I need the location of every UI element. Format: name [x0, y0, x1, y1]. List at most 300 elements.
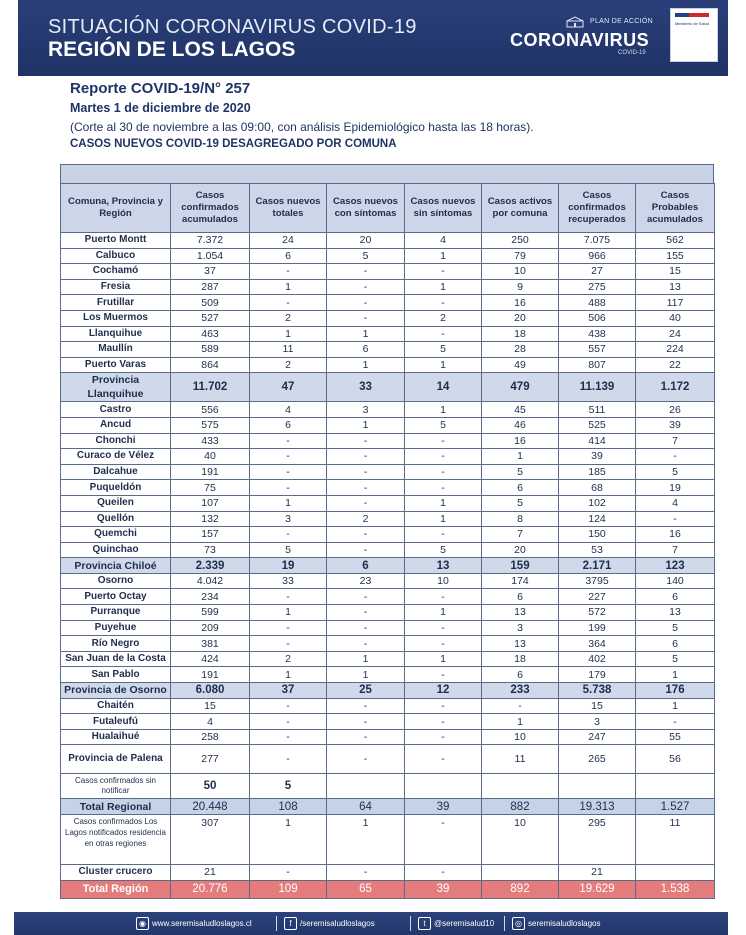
table-cell: 107: [171, 495, 250, 511]
table-row: [61, 620, 715, 636]
table-cell: [482, 774, 559, 799]
table-cell: 402: [559, 651, 636, 667]
table-row: [61, 357, 715, 373]
table-header-row: [61, 184, 715, 233]
table-cell: 157: [171, 527, 250, 543]
table-cell: 6: [636, 589, 715, 605]
table-cell: 6: [327, 342, 405, 358]
table-cell: 14: [405, 373, 482, 402]
table-cell: 124: [559, 511, 636, 527]
table-row: [61, 295, 715, 311]
table-cell: 15: [559, 698, 636, 714]
table-top-band: [60, 164, 714, 183]
column-header: Casos activos por comuna: [482, 184, 559, 233]
table-cell: -: [405, 667, 482, 683]
table-cell: 265: [559, 745, 636, 774]
table-cell: -: [636, 449, 715, 465]
flag-blue-stripe: [675, 13, 689, 17]
table-cell: 1: [636, 698, 715, 714]
table-cell: 6.080: [171, 683, 250, 699]
table-cell: 233: [482, 683, 559, 699]
table-cell: 1.054: [171, 248, 250, 264]
table-cell: -: [327, 279, 405, 295]
table-cell: 65: [327, 880, 405, 898]
table-cell: 527: [171, 310, 250, 326]
table-cell: 381: [171, 636, 250, 652]
table-cell: 1: [405, 651, 482, 667]
table-cell: 11: [482, 745, 559, 774]
table-cell: -: [250, 480, 327, 496]
row-label: Cochamó: [61, 264, 171, 280]
table-cell: 174: [482, 573, 559, 589]
table-cell: 39: [636, 417, 715, 433]
table-cell: 6: [250, 248, 327, 264]
table-cell: 47: [250, 373, 327, 402]
footer-facebook[interactable]: [284, 917, 375, 930]
table-cell: 9: [482, 279, 559, 295]
table-cell: 1: [250, 667, 327, 683]
table-cell: 13: [482, 636, 559, 652]
table-cell: 123: [636, 558, 715, 574]
prov-row: [61, 558, 715, 574]
row-label: Cluster crucero: [61, 865, 171, 881]
table-cell: 21: [171, 865, 250, 881]
table-cell: 109: [250, 880, 327, 898]
table-cell: 15: [171, 698, 250, 714]
table-cell: 5: [482, 495, 559, 511]
table-cell: 599: [171, 605, 250, 621]
table-cell: 224: [636, 342, 715, 358]
cases-table-wrapper: [60, 164, 714, 899]
table-cell: -: [636, 511, 715, 527]
row-label: Quinchao: [61, 542, 171, 558]
table-cell: 5: [405, 342, 482, 358]
table-cell: -: [327, 589, 405, 605]
table-row: [61, 542, 715, 558]
table-cell: -: [327, 480, 405, 496]
table-row: [61, 605, 715, 621]
table-cell: 10: [482, 264, 559, 280]
table-cell: 1: [405, 357, 482, 373]
table-cell: 3: [327, 402, 405, 418]
table-cell: 13: [405, 558, 482, 574]
table-cell: 79: [482, 248, 559, 264]
table-cell: 108: [250, 799, 327, 815]
table-cell: 364: [559, 636, 636, 652]
table-cell: 12: [405, 683, 482, 699]
table-row: [61, 449, 715, 465]
table-cell: 39: [405, 880, 482, 898]
table-row: [61, 527, 715, 543]
table-row: [61, 433, 715, 449]
table-cell: 275: [559, 279, 636, 295]
building-icon: [566, 16, 584, 28]
table-cell: -: [405, 326, 482, 342]
table-cell: 191: [171, 464, 250, 480]
table-cell: 40: [636, 310, 715, 326]
table-cell: 4.042: [171, 573, 250, 589]
table-cell: [327, 774, 405, 799]
table-row: [61, 511, 715, 527]
table-cell: 15: [636, 264, 715, 280]
table-cell: 966: [559, 248, 636, 264]
table-cell: 16: [636, 527, 715, 543]
table-cell: 179: [559, 667, 636, 683]
table-cell: -: [405, 636, 482, 652]
table-cell: -: [405, 815, 482, 865]
table-row: [61, 573, 715, 589]
table-cell: 589: [171, 342, 250, 358]
table-cell: 3795: [559, 573, 636, 589]
row-label: Provincia Llanquihue: [61, 373, 171, 402]
table-cell: -: [250, 264, 327, 280]
column-header: Casos confirmados acumulados: [171, 184, 250, 233]
table-cell: 2.339: [171, 558, 250, 574]
table-cell: [636, 774, 715, 799]
table-cell: 150: [559, 527, 636, 543]
row-label: Provincia de Palena: [61, 745, 171, 774]
table-cell: 1: [250, 279, 327, 295]
footer-twitter[interactable]: [418, 917, 494, 930]
table-cell: 56: [636, 745, 715, 774]
table-cell: 40: [171, 449, 250, 465]
table-cell: 562: [636, 233, 715, 249]
table-cell: 33: [327, 373, 405, 402]
footer-bar: [14, 912, 728, 935]
table-cell: 11: [250, 342, 327, 358]
table-cell: 1.172: [636, 373, 715, 402]
table-cell: 10: [405, 573, 482, 589]
table-cell: -: [250, 295, 327, 311]
footer-twitter-text: @seremisalud10: [434, 919, 495, 928]
table-cell: 7: [636, 433, 715, 449]
table-cell: 488: [559, 295, 636, 311]
column-header: Comuna, Provincia y Región: [61, 184, 171, 233]
footer-web-text: www.seremisaludloslagos.cl: [152, 919, 252, 928]
table-cell: 2: [327, 511, 405, 527]
table-cell: 4: [405, 233, 482, 249]
table-cell: 2: [250, 651, 327, 667]
table-cell: 53: [559, 542, 636, 558]
table-cell: 258: [171, 729, 250, 745]
table-cell: -: [250, 449, 327, 465]
footer-divider: [276, 916, 277, 931]
table-cell: 424: [171, 651, 250, 667]
table-cell: 25: [327, 683, 405, 699]
table-cell: 5: [636, 620, 715, 636]
footer-divider: [410, 916, 411, 931]
table-cell: 892: [482, 880, 559, 898]
table-cell: -: [250, 865, 327, 881]
table-cell: -: [327, 495, 405, 511]
table-cell: 433: [171, 433, 250, 449]
table-cell: 102: [559, 495, 636, 511]
table-cell: 37: [250, 683, 327, 699]
table-cell: 864: [171, 357, 250, 373]
facebook-icon: f: [284, 917, 297, 930]
table-row: [61, 326, 715, 342]
footer-web[interactable]: [136, 917, 252, 930]
table-cell: 295: [559, 815, 636, 865]
table-cell: -: [405, 464, 482, 480]
row-label: Puerto Montt: [61, 233, 171, 249]
table-cell: 6: [636, 636, 715, 652]
table-cell: -: [327, 714, 405, 730]
table-cell: -: [250, 714, 327, 730]
table-cell: 1: [405, 279, 482, 295]
table-cell: 1: [405, 605, 482, 621]
row-label: Los Muermos: [61, 310, 171, 326]
table-cell: -: [405, 264, 482, 280]
table-cell: 155: [636, 248, 715, 264]
table-cell: 1: [405, 495, 482, 511]
table-cell: 1: [250, 326, 327, 342]
government-logo: [670, 8, 718, 62]
table-cell: 46: [482, 417, 559, 433]
table-cell: 479: [482, 373, 559, 402]
table-cell: 191: [171, 667, 250, 683]
row-label: Llanquihue: [61, 326, 171, 342]
row-label: Casos confirmados sin notificar: [61, 774, 171, 799]
table-cell: -: [327, 527, 405, 543]
table-cell: 50: [171, 774, 250, 799]
row-label: Hualaihué: [61, 729, 171, 745]
table-cell: 250: [482, 233, 559, 249]
table-cell: 882: [482, 799, 559, 815]
table-cell: 55: [636, 729, 715, 745]
footer-instagram[interactable]: [512, 917, 600, 930]
table-cell: 1: [405, 511, 482, 527]
table-cell: 807: [559, 357, 636, 373]
table-cell: 68: [559, 480, 636, 496]
table-cell: -: [250, 745, 327, 774]
report-title: Reporte COVID-19/N° 257: [70, 80, 251, 97]
table-cell: 5: [250, 774, 327, 799]
table-cell: 19: [636, 480, 715, 496]
row-label: Chonchi: [61, 433, 171, 449]
table-row: [61, 667, 715, 683]
table-cell: 5.738: [559, 683, 636, 699]
table-cell: 287: [171, 279, 250, 295]
table-cell: 1: [250, 605, 327, 621]
table-cell: 117: [636, 295, 715, 311]
table-cell: 572: [559, 605, 636, 621]
table-cell: -: [327, 310, 405, 326]
table-row: [61, 729, 715, 745]
table-cell: 20.448: [171, 799, 250, 815]
table-cell: -: [405, 620, 482, 636]
table-row: [61, 865, 715, 881]
table-row: [61, 279, 715, 295]
table-cell: 6: [482, 667, 559, 683]
table-cell: 20: [327, 233, 405, 249]
table-cell: 22: [636, 357, 715, 373]
table-row: [61, 464, 715, 480]
table-cell: 19.629: [559, 880, 636, 898]
table-cell: -: [405, 729, 482, 745]
table-cell: 227: [559, 589, 636, 605]
column-header: Casos nuevos totales: [250, 184, 327, 233]
header-region: REGIÓN DE LOS LAGOS: [48, 38, 296, 61]
row-label: Dalcahue: [61, 464, 171, 480]
column-header: Casos nuevos sin síntomas: [405, 184, 482, 233]
table-cell: 39: [405, 799, 482, 815]
table-cell: -: [250, 589, 327, 605]
table-cell: 39: [559, 449, 636, 465]
table-cell: 24: [636, 326, 715, 342]
table-cell: -: [250, 527, 327, 543]
row-label: Fresia: [61, 279, 171, 295]
column-header: Casos Probables acumulados: [636, 184, 715, 233]
table-row: [61, 417, 715, 433]
table-cell: 140: [636, 573, 715, 589]
table-cell: 1: [250, 495, 327, 511]
table-cell: -: [327, 745, 405, 774]
table-cell: 13: [636, 605, 715, 621]
table-cell: -: [250, 620, 327, 636]
table-cell: 26: [636, 402, 715, 418]
table-cell: 11: [636, 815, 715, 865]
table-cell: 10: [482, 815, 559, 865]
table-cell: 2: [250, 357, 327, 373]
table-cell: -: [636, 714, 715, 730]
row-label: Puqueldón: [61, 480, 171, 496]
table-cell: -: [327, 464, 405, 480]
table-cell: 5: [482, 464, 559, 480]
table-cell: 277: [171, 745, 250, 774]
table-cell: 1: [405, 402, 482, 418]
table-cell: -: [327, 542, 405, 558]
row-label: Provincia de Osorno: [61, 683, 171, 699]
table-cell: 511: [559, 402, 636, 418]
row-label: Puerto Varas: [61, 357, 171, 373]
table-cell: -: [250, 729, 327, 745]
row-label: Provincia Chiloé: [61, 558, 171, 574]
table-cell: 7: [482, 527, 559, 543]
prov-row: [61, 683, 715, 699]
table-cell: 509: [171, 295, 250, 311]
table-row: [61, 495, 715, 511]
table-cell: 1: [327, 651, 405, 667]
table-cell: 234: [171, 589, 250, 605]
table-cell: 1: [327, 326, 405, 342]
otras-row: [61, 815, 715, 865]
table-cell: 3: [559, 714, 636, 730]
row-label: Ancud: [61, 417, 171, 433]
cases-table: [60, 183, 715, 899]
table-cell: 209: [171, 620, 250, 636]
table-cell: -: [327, 698, 405, 714]
row-label: Quellón: [61, 511, 171, 527]
table-cell: -: [405, 865, 482, 881]
row-label: Chaitén: [61, 698, 171, 714]
table-row: [61, 402, 715, 418]
table-cell: 506: [559, 310, 636, 326]
table-cell: 2: [405, 310, 482, 326]
table-cell: -: [482, 698, 559, 714]
table-row: [61, 589, 715, 605]
table-cell: 463: [171, 326, 250, 342]
regional-row: [61, 799, 715, 815]
table-cell: 1: [250, 815, 327, 865]
table-cell: 19.313: [559, 799, 636, 815]
table-cell: 1: [327, 357, 405, 373]
table-cell: 247: [559, 729, 636, 745]
table-cell: 23: [327, 573, 405, 589]
table-cell: -: [327, 264, 405, 280]
table-cell: 556: [171, 402, 250, 418]
government-logo-text: Ministerio de Salud: [675, 21, 710, 26]
table-cell: 8: [482, 511, 559, 527]
total-row: [61, 880, 715, 898]
table-cell: 6: [327, 558, 405, 574]
row-label: Curaco de Vélez: [61, 449, 171, 465]
table-row: [61, 342, 715, 358]
table-cell: 5: [327, 248, 405, 264]
table-cell: [482, 865, 559, 881]
report-note: (Corte al 30 de noviembre a las 09:00, con análisis Epidemiológico hasta las 18 horas).: [70, 120, 534, 134]
table-cell: 1: [405, 248, 482, 264]
table-cell: 176: [636, 683, 715, 699]
column-header: Casos confirmados recuperados: [559, 184, 636, 233]
table-cell: -: [327, 295, 405, 311]
table-row: [61, 310, 715, 326]
row-label: Quemchi: [61, 527, 171, 543]
table-cell: 19: [250, 558, 327, 574]
table-cell: 1: [636, 667, 715, 683]
table-row: [61, 264, 715, 280]
table-cell: 73: [171, 542, 250, 558]
column-header: Casos nuevos con síntomas: [327, 184, 405, 233]
report-section-title: CASOS NUEVOS COVID-19 DESAGREGADO POR COMUNA: [70, 138, 397, 150]
notif-row: [61, 774, 715, 799]
table-cell: 6: [482, 480, 559, 496]
table-cell: 5: [405, 417, 482, 433]
table-cell: -: [405, 745, 482, 774]
row-label: Total Región: [61, 880, 171, 898]
table-cell: 1: [482, 449, 559, 465]
table-cell: 575: [171, 417, 250, 433]
table-cell: -: [405, 449, 482, 465]
table-cell: -: [250, 698, 327, 714]
brand-small-text: PLAN DE ACCIÓN: [590, 18, 653, 25]
table-cell: 21: [559, 865, 636, 881]
row-label: Frutillar: [61, 295, 171, 311]
table-cell: 28: [482, 342, 559, 358]
table-cell: 6: [482, 589, 559, 605]
table-cell: -: [405, 714, 482, 730]
table-cell: 4: [171, 714, 250, 730]
table-cell: 185: [559, 464, 636, 480]
table-cell: 4: [636, 495, 715, 511]
instagram-icon: ◎: [512, 917, 525, 930]
table-cell: 1: [327, 815, 405, 865]
table-cell: -: [327, 433, 405, 449]
row-label: Casos confirmados Los Lagos notificados residencia en otras regiones: [61, 815, 171, 865]
row-label: Osorno: [61, 573, 171, 589]
table-row: [61, 651, 715, 667]
table-cell: 13: [482, 605, 559, 621]
table-row: [61, 698, 715, 714]
table-cell: 557: [559, 342, 636, 358]
table-cell: 5: [636, 651, 715, 667]
brand-logo: CORONAVIRUS: [510, 30, 650, 50]
table-cell: 7.075: [559, 233, 636, 249]
table-cell: 307: [171, 815, 250, 865]
footer-divider: [504, 916, 505, 931]
table-cell: 1: [327, 667, 405, 683]
table-cell: -: [405, 589, 482, 605]
